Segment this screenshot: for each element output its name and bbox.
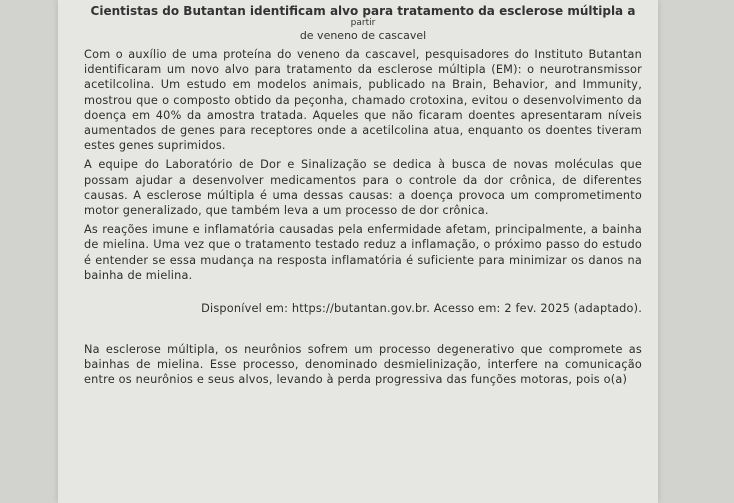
article-title [84,4,642,43]
exam-page [58,0,658,503]
title-line-3: de veneno de cascavel [299,29,427,42]
title-line-1: Cientistas do Butantan identificam alvo para tratamento da esclerose múltipla a [90,4,636,18]
source-citation: Disponível em: https://butantan.gov.br. Acesso em: 2 fev. 2025 (adaptado). [201,302,642,316]
article-paragraph: Com o auxílio de uma proteína do veneno da cascavel, pesquisadores do Instituto Butantan identificaram um novo alvo para tratamento da esclerose múltipla (EM): o neurotransmissor acetilcolina. Um estudo em modelos animais, publicado na Brain, Behavior, and Immunity, mostrou que o composto obtido da peçonha, chamado crotoxina, evitou o desenvolvimento da doença em 40% da amostra tratada. Aqueles que não ficaram doentes apresentaram níveis aumentados de genes para receptores onde a acetilcolina atua, enquanto os doentes tiveram estes genes suprimidos. [84,48,642,153]
title-line-2: partir [350,18,376,28]
question-stem: Na esclerose múltipla, os neurônios sofrem um processo degenerativo que compromete as bainhas de mielina. Esse processo, denominado desmielinização, interfere na comunicação entre os neurônios e seus alvos, levando à perda progressiva das funções motoras, pois o(a) [84,343,642,387]
article-paragraph: A equipe do Laboratório de Dor e Sinalização se dedica à busca de novas moléculas que possam ajudar a desenvolver medicamentos para o controle da dor crônica, de diferentes causas. A esclerose múltipla é uma dessas causas: a doença provoca um comprometimento motor generalizado, que também leva a um processo de dor crônica. [84,158,642,218]
article-paragraph: As reações imune e inflamatória causadas pela enfermidade afetam, principalmente, a bainha de mielina. Uma vez que o tratamento testado reduz a inflamação, o próximo passo do estudo é entender se essa mudança na resposta inflamatória é suficiente para minimizar os danos na bainha de mielina. [84,223,642,282]
page-content [84,4,642,388]
